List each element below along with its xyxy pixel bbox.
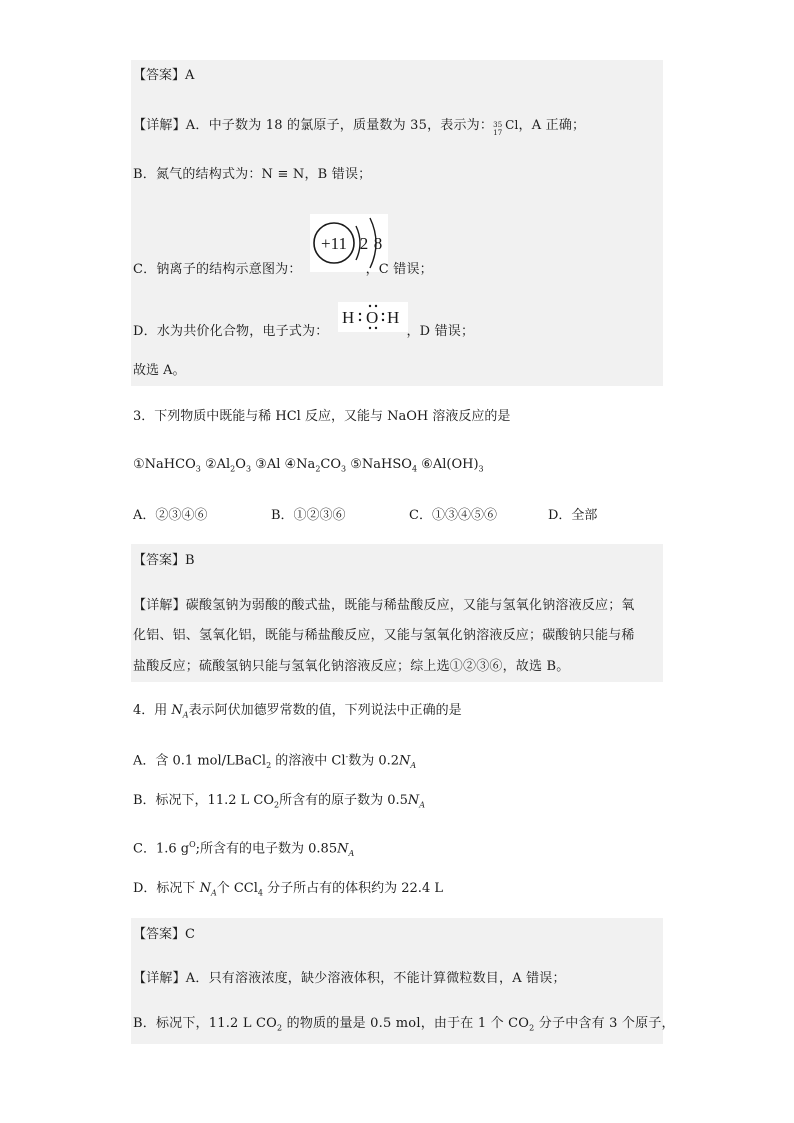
q3-item: $②Al_2O_3$ — [204, 457, 252, 474]
q4-detail-b: B．标况下，11.2 L $CO_2$ 的物质的量是 0.5 mol，由于在 1 个 $CO_2$ 分子中含有 3 个原子， — [133, 1016, 675, 1033]
q4-option-a: A．含 0.1 mol/LBaCl$_2$ 的溶液中 Cl-数为 $0.2N_A$ — [133, 752, 417, 770]
q3-stem: 3．下列物质中既能与稀 HCl 反应，又能与 NaOH 溶液反应的是 — [133, 409, 511, 424]
q4-detail-a: 【详解】A．只有溶液浓度，缺少溶液体积，不能计算微粒数目，A 错误； — [133, 971, 566, 986]
q4-option-c: C．1.6 $g^O$;所含有的电子数为 $0.85N_A$ — [133, 840, 355, 858]
q4-stem: 4．用 $N_A$表示阿伏加德罗常数的值，下列说法中正确的是 — [133, 703, 462, 720]
q3-option-d: D．全部 — [548, 508, 598, 523]
q4-option-b: B．标况下，11.2 L $CO_2$所含有的原子数为 $0.5N_A$ — [133, 793, 426, 810]
ef-h-left: H — [342, 308, 355, 327]
q3-item: $⑥Al(OH)_3$ — [421, 457, 484, 474]
q3-detail-line: 化铝、铝、氢氧化铝，既能与稀盐酸反应，又能与氢氧化钠溶液反应；碳酸钠只能与稀 — [133, 628, 635, 643]
q3-option-c: C．①③④⑤⑥ — [409, 508, 497, 523]
q3-detail-line: 盐酸反应；硫酸氢钠只能与氢氧化钠溶液反应；综上选①②③⑥，故选 B。 — [133, 659, 570, 674]
nucleus-charge: +11 — [321, 234, 347, 253]
q2-detail-b: B．氮气的结构式为：N ≡ N，B 错误； — [133, 167, 372, 182]
q3-item: $④Na_2CO_3$ — [284, 457, 347, 474]
q2-answer-line: 【答案】A — [133, 68, 195, 83]
q4-answer-line: 【答案】C — [133, 927, 195, 942]
q2-detail-a: 【详解】A．中子数为 18 的氯原子，质量数为 35，表示为： 35 17 Cl，A 正确； — [133, 118, 586, 137]
q3-item: ①NaHCO$_3$ — [133, 457, 201, 474]
q2-detail-d: D．水为共价化合物，电子式为： ，D 错误； — [133, 324, 475, 339]
ef-h-right: H — [387, 308, 400, 327]
q3-option-b: B．①②③⑥ — [271, 508, 346, 523]
shell-2-count: 8 — [373, 234, 383, 253]
q3-option-a: A．②③④⑥ — [133, 508, 208, 523]
q2-detail-c: C．钠离子的结构示意图为： ，C 错误； — [133, 262, 433, 277]
q3-item: ⑤NaHSO$_4$ — [350, 457, 418, 474]
ef-o: O — [366, 308, 379, 327]
q3-item: ③Al — [255, 457, 281, 472]
q4-option-d: D．标况下 $N_A$个 CCl$_4$ 分子所占有的体积约为 22.4 L — [133, 881, 443, 898]
q2-conclusion: 故选 A。 — [133, 363, 186, 378]
q3-detail-line: 【详解】碳酸氢钠为弱酸的酸式盐，既能与稀盐酸反应，又能与氢氧化钠溶液反应；氧 — [133, 598, 635, 613]
q3-answer-line: 【答案】B — [133, 553, 195, 568]
q3-items — [133, 456, 484, 479]
shell-1-count: 2 — [359, 234, 369, 253]
